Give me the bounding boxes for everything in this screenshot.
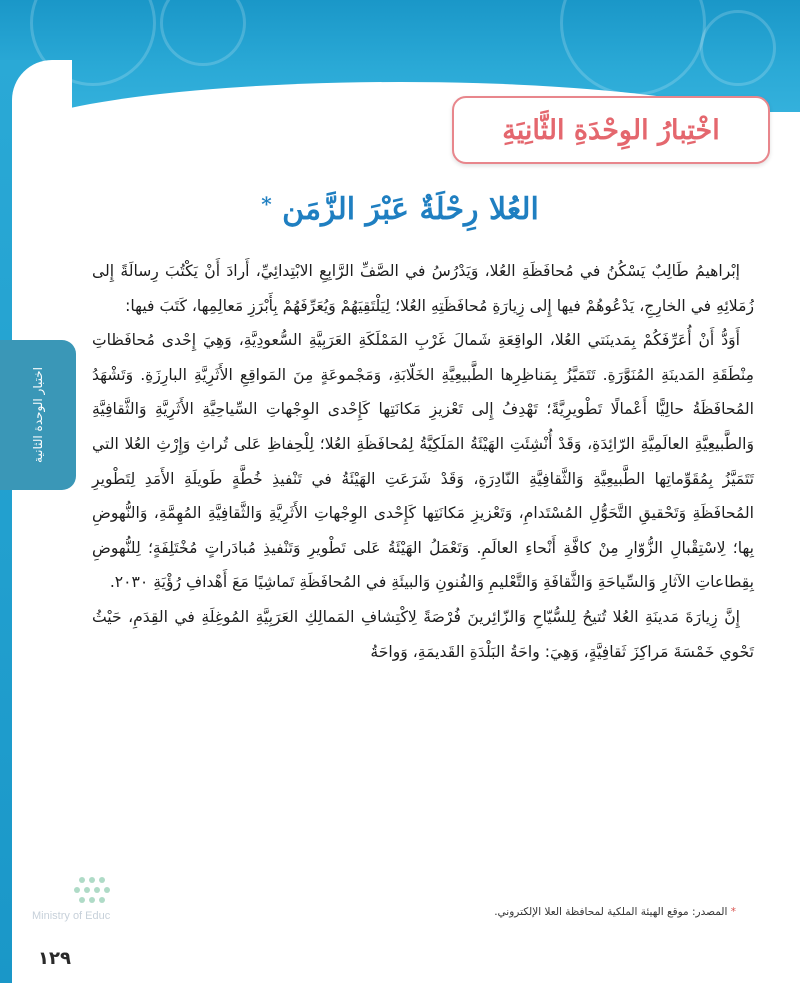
- story-body: [92, 254, 754, 669]
- page-number: ١٢٩: [38, 948, 71, 969]
- decorative-circle: [700, 10, 776, 86]
- decorative-circle: [160, 0, 246, 66]
- unit-title-box: [452, 96, 770, 164]
- story-title: [180, 192, 620, 227]
- left-band-mask: [12, 60, 72, 983]
- decorative-circle: [560, 0, 706, 96]
- ministry-logo-icon: [22, 870, 152, 910]
- footnote-star-icon: *: [261, 192, 272, 216]
- paragraph-intro: إبْراهيمُ طَالِبٌ يَسْكُنُ في مُحافَظَةِ العُلا، وَيَدْرُسُ في الصَّفِّ الرَّابِعِ الابْتِدائِيِّ، أَرادَ أَنْ يَكْتُبَ رِسالَةً إِلى زُمَلائِهِ في الخارِجِ، يَدْعُوهُمْ فيها إِلى زِيارَةِ مُحافَظَتِهِ العُلا؛ لِيَلْتَقِيَهُمْ وَيُعَرِّفَهُمْ بِأَبْرَزِ مَعالِمِها، كَتَبَ فيها:: [92, 262, 754, 315]
- footnote-marker: *: [730, 906, 736, 918]
- ministry-logo: [22, 870, 152, 930]
- unit-title: اخْتِبارُ الوِحْدَةِ الثَّانِيَةِ: [502, 114, 720, 146]
- source-footnote: [350, 906, 736, 918]
- source-text: المصدر: موقع الهيئة الملكية لمحافظة العلا الإلكتروني.: [494, 906, 728, 918]
- ministry-watermark-text: Ministry of Educ: [32, 910, 111, 922]
- side-tab-label: اختبار الوحدة الثانية: [31, 367, 45, 463]
- story-title-text: العُلا رِحْلَةٌ عَبْرَ الزَّمَن: [282, 192, 539, 227]
- paragraph-main: أَوَدُّ أَنْ أُعَرِّفَكُمْ بِمَدينَتي العُلا، الواقِعَةِ شَمالَ غَرْبِ المَمْلَكَةِ العَرَبِيَّةِ السُّعودِيَّةِ، وَهِيَ إِحْدى مُحافَظاتِ مِنْطَقَةِ المَدينَةِ المُنَوَّرَةِ. تَتَمَيَّزُ بِمَناظِرِها الطَّبيعِيَّةِ الخَلّابَةِ، وَمَجْموعَةٍ مِنَ المَواقِعِ الأَثَرِيَّةِ البارِزَةِ. وَتَشْهَدُ المُحافَظَةُ حالِيًّا أَعْمالًا تَطْويرِيَّةً؛ تَهْدِفُ إِلى تَعْزيزِ مَكانَتِها كَإِحْدى الوِجْهاتِ السِّياحِيَّةِ الأَثَرِيَّةِ وَالثَّقافِيَّةِ وَالطَّبيعِيَّةِ العالَمِيَّةِ الرّائِدَةِ، وَقَدْ أُنْشِئَتِ الهَيْئَةُ المَلَكِيَّةُ لِمُحافَظَةِ العُلا؛ لِلْحِفاظِ عَلى تُراثِ وَإِرْثِ العُلا التي تَتَمَيَّزُ بِمُقَوِّماتِها الطَّبيعِيَّةِ وَالثَّقافِيَّةِ النّادِرَةِ، وَقَدْ شَرَعَتِ الهَيْئَةُ في تَنْفيذِ خُطَّةٍ طَويلَةِ الأَمَدِ لِتَطْويرِ المُحافَظَةِ وَتَحْقيقِ التَّحَوُّلِ المُسْتَدامِ، وَتَعْزيزِ مَكانَتِها كَإِحْدى الوِجْهاتِ الأَثَرِيَّةِ وَالثَّقافِيَّةِ المُهِمَّةِ، وَالنُّهوضِ بِها؛ لِاسْتِقْبالِ الزُّوّارِ مِنْ كافَّةِ أَنْحاءِ العالَمِ. وَتَعْمَلُ الهَيْئَةُ عَلى تَطْويرِ وَتَنْفيذِ مُبادَراتٍ مُخْتَلِفَةٍ؛ لِلنُّهوضِ بِقِطاعاتِ الآثارِ وَالسِّياحَةِ وَالثَّقافَةِ وَالتَّعْليمِ وَالفُنونِ وَالبيئَةِ في المُحافَظَةِ تَماشِيًا مَعَ أَهْدافِ رُؤْيَةِ ٢٠٣٠.: [92, 331, 754, 592]
- paragraph-visit: إِنَّ زِيارَةَ مَدينَةِ العُلا تُتيحُ لِلسُّيّاحِ وَالزّائِرينَ فُرْصَةً لِاكْتِشافِ المَمالِكِ العَرَبِيَّةِ المُوغِلَةِ في القِدَمِ، حَيْثُ تَحْوي خَمْسَةَ مَراكِزَ ثَقافِيَّةٍ، وَهِيَ: واحَةُ البَلْدَةِ القَديمَةِ، وَواحَةُ: [92, 607, 754, 661]
- side-unit-tab: [0, 340, 76, 490]
